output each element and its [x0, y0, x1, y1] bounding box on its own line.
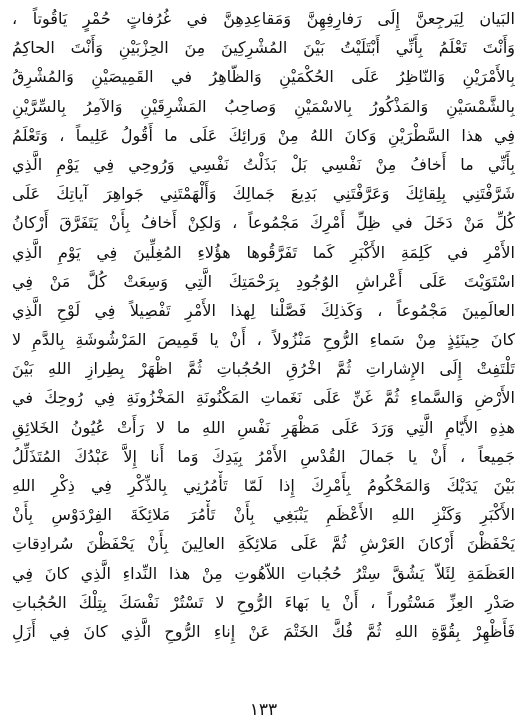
text-line: العَظَمَةِ لِئَلاّ يَشُقَّ سِتْرُ حُجُباتِ اللاّهُوتِ مِنْ هذا النِّداءِ الَّذِي كانَ فِي	[12, 563, 515, 583]
text-line: كُلِّ مَنْ دَخَلَ في ظِلِّ أَمْرِكَ مَجْمُوعاً ، وَلكِنْ أَخافُ بِأَنْ يَتَفَرَّقَ أَرْكانُ	[12, 213, 515, 233]
text-line: يَحْفَظْنَ أَرْكانَ العَرْشِ ثُمَّ عَلَى مَلائِكَةِ العالِينَ بِأَنْ يَحْفَظْنَ سُرادِقاتِ	[12, 534, 515, 554]
text-line: اسْتَوَيْتَ عَلَى أَعْراشِ الوُجُودِ بِرَحْمَتِكَ الَّتِي وَسِعَتْ كُلَّ مَنْ فِي	[12, 271, 515, 291]
text-line: بِالأَمْرَيْنِ وَالنّاظِرُ عَلَى الحُكْمَيْنِ وَالظّاهِرُ في القَمِيصَيْنِ وَالمُشْرِقُ	[12, 67, 515, 87]
text-line: الأَرْضِ وَالسَّماءِ ثُمَّ غَنِّ عَلَى نَغَماتِ المَكْنُونَةِ المَخْزُونَةِ فِي رُوحِكَ في	[12, 388, 515, 408]
text-line: تَلْتَفِتْ إِلَى الإِشاراتِ ثُمَّ اخْرُقِ الحُجُباتِ ثُمَّ اظْهَرْ بِطِرازِ اللهِ بَيْنَ	[12, 359, 515, 379]
text-line: فَأَظْهِرْ بِقُوَّةِ اللهِ ثُمَّ فُكَّ الخَتْمَ عَنْ إِناءِ الرُّوحِ الَّذِي كانَ فِي أَزَلِ	[12, 621, 515, 641]
arabic-text-block	[12, 4, 515, 646]
text-line: وَأَنْتَ تَعْلَمُ بِأَنِّي أَبْتَلَيْتُ بَيْنَ المُشْرِكِينَ مِنَ الحِزْبَيْنِ وَأَنْتَ الحاكِمُ	[12, 38, 515, 58]
text-line: كانَ حِينَئِذٍ مِنْ سَماءِ الرُّوحِ مَنْزُولاً ، أَنْ يا قَمِيصَ المَرْشُوشَةِ بِالدَّمِ لا	[12, 330, 515, 350]
text-line: بِأَنِّي ما أَخافُ مِنْ نَفْسِي بَلْ بَذَلْتُ نَفْسِي وَرُوحِي فِي يَوْمِ الَّذِي	[12, 154, 515, 174]
text-line: بِالشَّمْسَيْنِ وَالمَذْكُورُ بِالاسْمَيْنِ وَصاحِبُ المَشْرِقَيْنِ وَالآمِرُ بِالسِّرَّيْنِ	[12, 96, 515, 116]
page-number: ١٣٣	[249, 700, 278, 720]
text-line: صَدْرِ العِزِّ مَسْتُوراً ، أَنْ يا بَهاءَ الرُّوحِ لا تَسْتُرْ نَفْسَكَ بِتِلْكَ الحُجُباتِ	[12, 592, 515, 612]
text-line: فِي هذا السَّطْرَيْنِ وَكانَ اللهُ مِنْ وَرائِكَ عَلَى ما أَقُولُ عَلِيماً ، وَتَعْلَمُ	[12, 125, 515, 145]
text-line: هذِهِ الأَيّامِ الَّتِي وَرَدَ عَلَى مَظْهَرِ نَفْسِ اللهِ ما لا رَأَتْ عُيُونُ الخَلائِقِ	[12, 417, 515, 437]
text-line: جَمِيعاً ، أَنْ يا جَمالَ القُدْسِ الأَمْرُ بِيَدِكَ وَما أَنا إِلاَّ عَبْدُكَ المُتَذَلِّلُ	[12, 446, 515, 466]
text-line: البَيان لِيَرجِعنَّ إِلَى رَفارِفِهِنَّ وَمَقاعِدِهِنَّ في غُرُفاتٍ حُمْرٍ يَاقُوتاً ،	[12, 9, 515, 28]
text-line: الأَكْبَرِ وَكَنْزِ اللهِ الأَعْظَمِ يَنْبَغِي بِأَنْ تَأْمُرَ مَلائِكَةَ الفِرْدَوْسِ بِأَنْ	[12, 505, 515, 525]
text-line: العالَمِينَ مَجْمُوعاً ، وَكَذلِكَ فَصَّلْنا لِهذا الأَمْرِ تَفْصِيلاً فِي لَوْحِ الَّذِي	[12, 300, 515, 320]
text-line: بَيْنَ يَدَيْكَ وَالمَحْكُومُ بِأَمْرِكَ إِذا لَمّا تَأْمُرُنِي بِالذِّكْرِ فِي ذِكْرِ اللهِ	[12, 476, 515, 495]
text-line: الأَمْرِ في كَلِمَةِ الأَكْبَرِ كَما تَفَرَّقُوها هؤُلاءِ المُغِلِّينَ فِي يَوْمِ الَّذِي	[12, 242, 515, 262]
text-line: شَرَّفْتَنِي بِلِقائِكَ وَعَرَّفْتَنِي بَدِيعَ جَمالِكَ وَأَلْهَمْتَنِي جَواهِرَ آياتِكَ عَلَى	[12, 184, 515, 204]
